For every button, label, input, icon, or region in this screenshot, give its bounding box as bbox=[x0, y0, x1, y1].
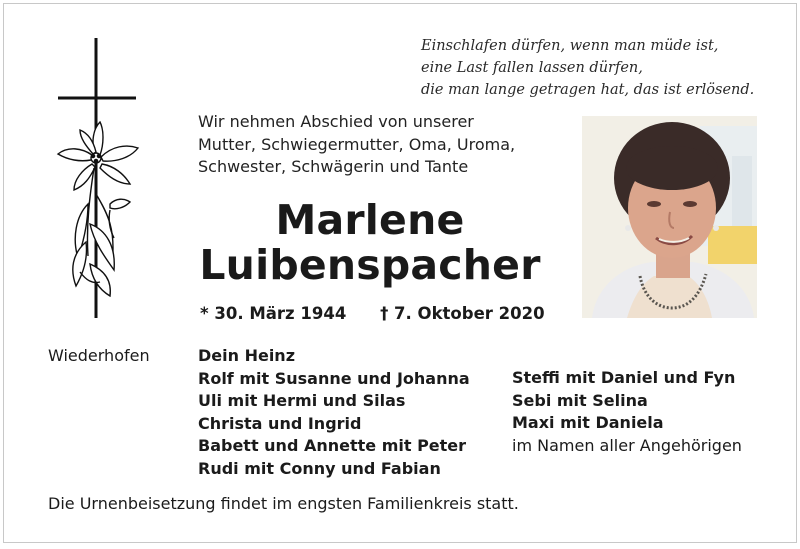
mourner: Babett und Annette mit Peter bbox=[198, 436, 467, 455]
death-date: † 7. Oktober 2020 bbox=[380, 304, 545, 323]
intro-text bbox=[198, 111, 515, 179]
obituary-notice bbox=[3, 3, 797, 543]
funeral-note: Die Urnenbeisetzung findet im engsten Familienkreis statt. bbox=[48, 494, 519, 513]
quote-line: die man lange getragen hat, das ist erlösend. bbox=[421, 82, 755, 98]
first-name: Marlene bbox=[275, 196, 465, 244]
intro-line: Schwester, Schwägerin und Tante bbox=[198, 157, 469, 176]
mourner: Maxi mit Daniela bbox=[512, 413, 664, 432]
quote bbox=[421, 35, 754, 101]
quote-line: Einschlafen dürfen, wenn man müde ist, bbox=[421, 38, 719, 54]
mourner: Steffi mit Daniel und Fyn bbox=[512, 368, 736, 387]
edelweiss-icon bbox=[58, 122, 138, 296]
life-dates bbox=[200, 304, 545, 323]
mourner: Dein Heinz bbox=[198, 346, 296, 365]
mourner: Rolf mit Susanne und Johanna bbox=[198, 368, 470, 388]
mourner: Uli mit Hermi und Silas bbox=[198, 391, 406, 410]
intro-line: Mutter, Schwiegermutter, Oma, Uroma, bbox=[198, 134, 516, 154]
deceased-name bbox=[182, 198, 558, 288]
mourner: Rudi mit Conny und Fabian bbox=[198, 458, 441, 478]
quote-line: eine Last fallen lassen dürfen, bbox=[421, 60, 643, 76]
last-name: Luibenspacher bbox=[199, 241, 541, 289]
mourners-right bbox=[512, 367, 742, 457]
portrait-photo bbox=[582, 116, 757, 318]
mourners-left bbox=[198, 345, 470, 480]
cross-edelweiss-symbol bbox=[50, 34, 150, 328]
intro-line: Wir nehmen Abschied von unserer bbox=[198, 112, 474, 131]
mourner: Sebi mit Selina bbox=[512, 390, 648, 410]
mourners-closing: im Namen aller Angehörigen bbox=[512, 435, 742, 455]
place: Wiederhofen bbox=[48, 346, 150, 365]
cross-icon bbox=[50, 34, 150, 324]
birth-date: * 30. März 1944 bbox=[200, 304, 347, 323]
mourner: Christa und Ingrid bbox=[198, 413, 362, 433]
